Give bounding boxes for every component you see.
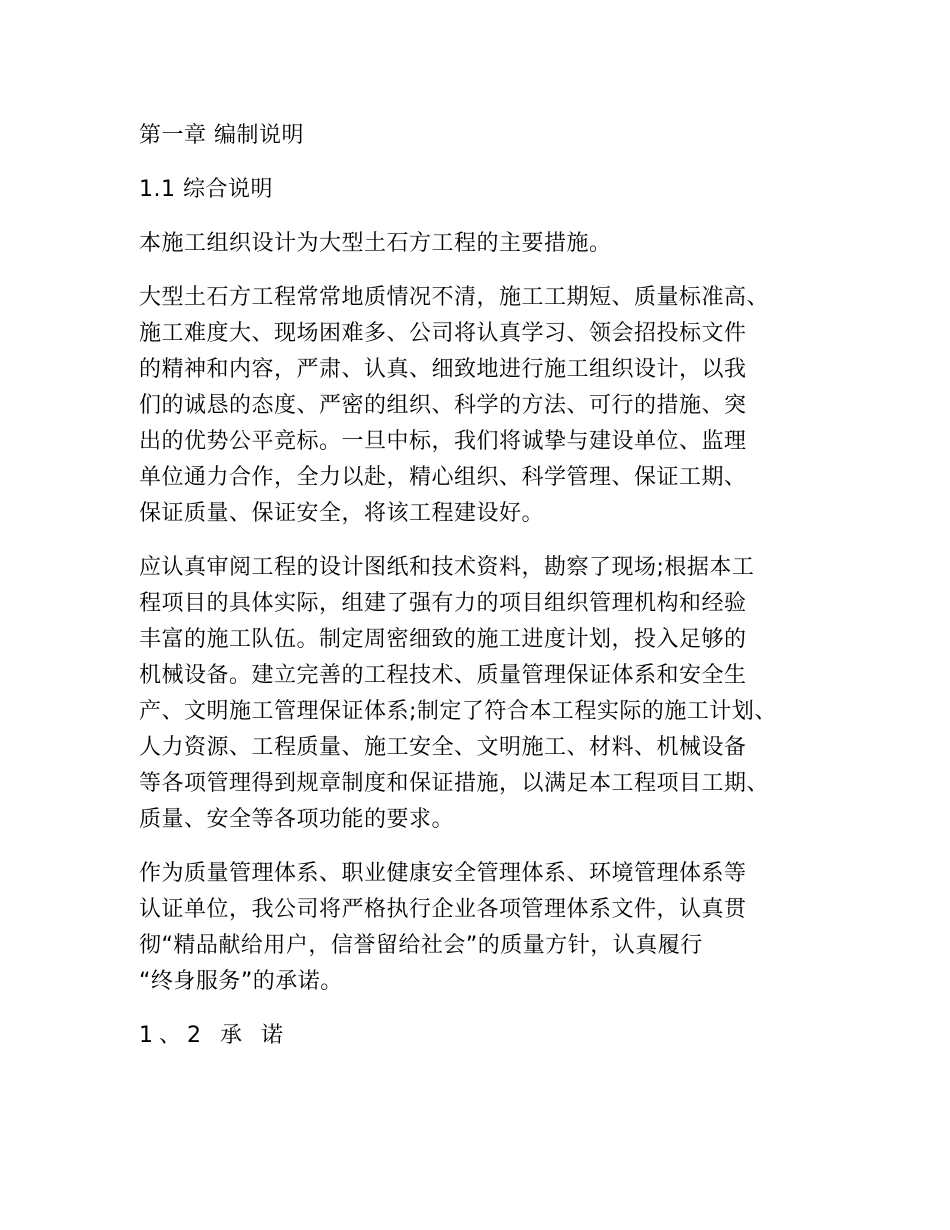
paragraph-line: 们的诚恳的态度、严密的组织、科学的方法、可行的措施、突: [139, 393, 747, 418]
paragraph-line: 施工难度大、现场困难多、公司将认真学习、领会招投标文件: [139, 321, 747, 346]
paragraph-line: 人力资源、工程质量、施工安全、文明施工、材料、机械设备: [139, 735, 747, 760]
paragraph-intro: [139, 226, 839, 262]
section-title-1-2: 1、2 承 诺: [139, 1023, 289, 1048]
paragraph-line: 作为质量管理体系、职业健康安全管理体系、环境管理体系等: [139, 861, 747, 886]
paragraph-line: 彻“精品献给用户，信誉留给社会”的质量方针，认真履行: [139, 933, 703, 958]
paragraph-line: 单位通力合作，全力以赴，精心组织、科学管理、保证工期、: [139, 465, 747, 490]
paragraph-line: 的精神和内容，严肃、认真、细致地进行施工组织设计，以我: [139, 357, 747, 382]
paragraph-overview: [139, 280, 839, 532]
paragraph-line: 质量、安全等各项功能的要求。: [139, 807, 455, 832]
paragraph-line: 保证质量、保证安全，将该工程建设好。: [139, 501, 545, 526]
paragraph-line: 认证单位，我公司将严格执行企业各项管理体系文件，认真贯: [139, 897, 747, 922]
paragraph-line: 大型土石方工程常常地质情况不清，施工工期短、质量标准高、: [139, 285, 770, 310]
paragraph-certification: [139, 856, 839, 1000]
paragraph-line: 等各项管理得到规章制度和保证措施，以满足本工程项目工期、: [139, 771, 770, 796]
paragraph-planning: [139, 550, 839, 838]
paragraph-line: “终身服务”的承诺。: [139, 969, 343, 994]
paragraph-line: 丰富的施工队伍。制定周密细致的施工进度计划，投入足够的: [139, 627, 747, 652]
paragraph-line: 产、文明施工管理保证体系;制定了符合本工程实际的施工计划、: [139, 699, 777, 724]
paragraph-line: 机械设备。建立完善的工程技术、质量管理保证体系和安全生: [139, 663, 747, 688]
document-body: [139, 118, 839, 1072]
section-title-1-1: 1.1 综合说明: [139, 177, 273, 202]
paragraph-line: 本施工组织设计为大型土石方工程的主要措施。: [139, 231, 612, 256]
paragraph-line: 出的优势公平竞标。一旦中标，我们将诚挚与建设单位、监理: [139, 429, 747, 454]
paragraph-line: 应认真审阅工程的设计图纸和技术资料，勘察了现场;根据本工: [139, 555, 755, 580]
chapter-title: 第一章 编制说明: [139, 123, 304, 148]
paragraph-line: 程项目的具体实际，组建了强有力的项目组织管理机构和经验: [139, 591, 747, 616]
